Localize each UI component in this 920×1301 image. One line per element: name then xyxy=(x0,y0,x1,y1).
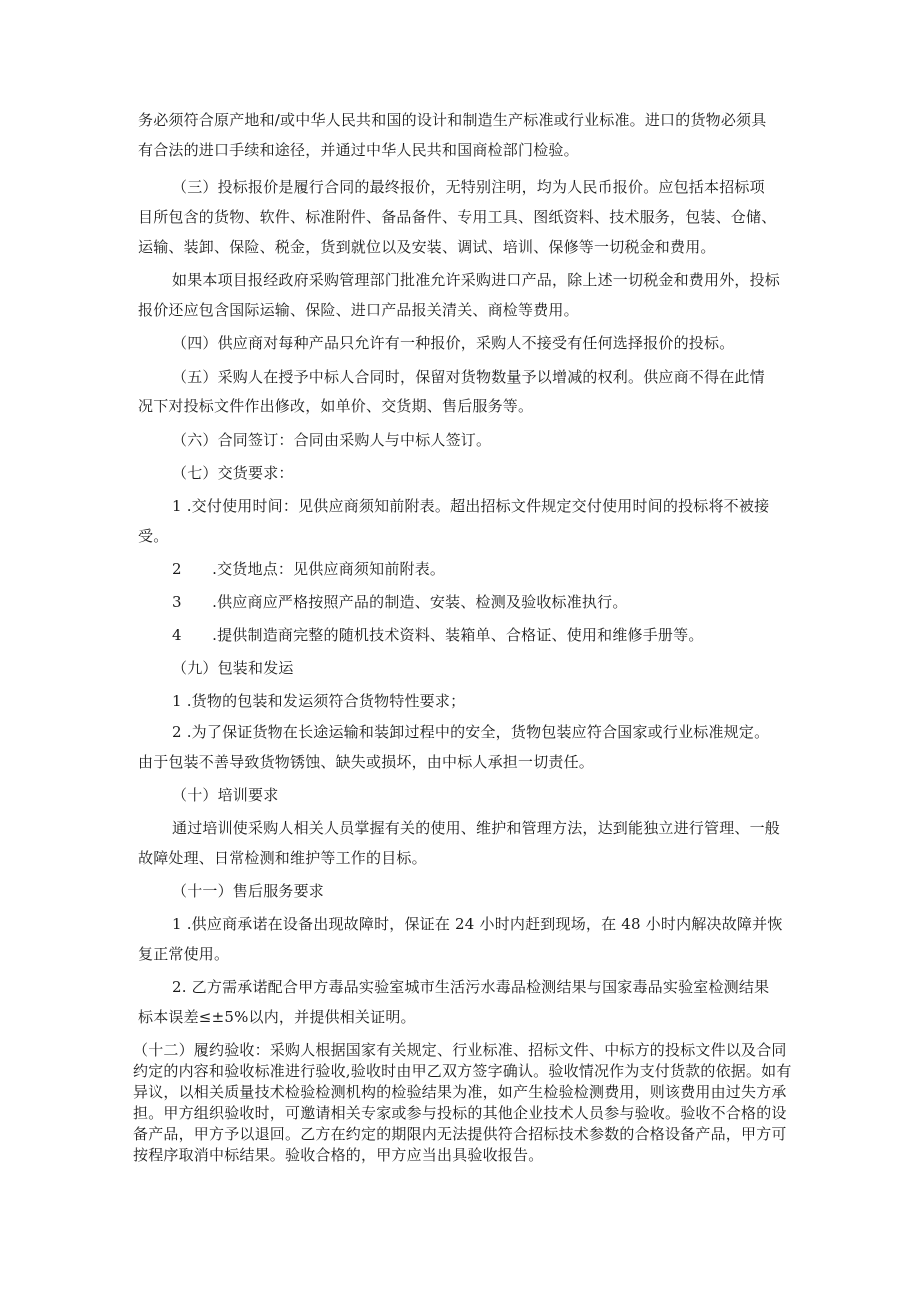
acceptance-paragraph: （十二）履约验收：采购人根据国家有关规定、行业标准、招标文件、中标方的投标文件以及合同约定的内容和验收标准进行验收,验收时由甲乙双方签字确认。验收情况作为支付货款的依据。如有异议，以相关质量技术检验检测机构的检验结果为准，如产生检验检测费用，则该费用由过失方承担。甲方组织验收时，可邀请相关专家或参与投标的其他企业技术人员参与验收。验收不合格的设备产品，甲方予以退回。乙方在约定的期限内无法提供符合招标技术参数的合格设备产品，甲方可按程序取消中标结果。验收合格的，甲方应当出具验收报告。 xyxy=(133,1041,792,1164)
text-line: 报价还应包含国际运输、保险、进口产品报关清关、商检等费用。 xyxy=(138,301,579,319)
text-line: 由于包装不善导致货物锈蚀、缺失或损坏，由中标人承担一切责任。 xyxy=(138,753,595,771)
text-line: （三）投标报价是履行合同的最终报价，无特别注明，均为人民币报价。应包括本招标项 xyxy=(172,178,765,196)
text-line: 4 .提供制造商完整的随机技术资料、装箱单、合格证、使用和维修手册等。 xyxy=(172,626,704,644)
text-line: （七）交货要求： xyxy=(172,464,294,482)
text-line: 受。 xyxy=(138,527,169,545)
text-line: 1 .供应商承诺在设备出现故障时，保证在 24 小时内赶到现场，在 48 小时内解决故障并恢 xyxy=(172,915,783,933)
text-line: （四）供应商对每种产品只允许有一种报价，采购人不接受有任何选择报价的投标。 xyxy=(172,334,735,352)
text-line: （六）合同签订：合同由采购人与中标人签订。 xyxy=(172,431,492,449)
text-line: 故障处理、日常检测和维护等工作的目标。 xyxy=(138,849,427,867)
text-line: 通过培训使采购人相关人员掌握有关的使用、维护和管理方法，达到能独立进行管理、一般 xyxy=(172,819,781,837)
text-line: 1 .交付使用时间：见供应商须知前附表。超出招标文件规定交付使用时间的投标将不被接 xyxy=(172,497,770,515)
text-line: 有合法的进口手续和途径，并通过中华人民共和国商检部门检验。 xyxy=(138,141,579,159)
text-line: （十一）售后服务要求 xyxy=(172,882,325,900)
text-line: （十）培训要求 xyxy=(172,786,279,804)
text-line: 运输、装卸、保险、税金，货到就位以及安装、调试、培训、保修等一切税金和费用。 xyxy=(138,238,716,256)
text-line: 务必须符合原产地和/或中华人民共和国的设计和制造生产标准或行业标准。进口的货物必须具 xyxy=(138,111,767,129)
text-line: 况下对投标文件作出修改，如单价、交货期、售后服务等。 xyxy=(138,397,534,415)
text-line: 2 .交货地点：见供应商须知前附表。 xyxy=(172,560,446,578)
text-line: 1 .货物的包装和发运须符合货物特性要求； xyxy=(172,692,466,710)
text-line: 标本误差≤±5%以内，并提供相关证明。 xyxy=(138,1008,416,1026)
text-line: 如果本项目报经政府采购管理部门批准允许采购进口产品，除上述一切税金和费用外，投标 xyxy=(172,271,781,289)
text-line: （五）采购人在授予中标人合同时，保留对货物数量予以增减的权利。供应商不得在此情 xyxy=(172,368,765,386)
text-line: （九）包装和发运 xyxy=(172,659,294,677)
text-line: 目所包含的货物、软件、标准附件、备品备件、专用工具、图纸资料、技术服务，包装、仓储、 xyxy=(138,208,777,226)
text-line: 复正常使用。 xyxy=(138,945,230,963)
text-line: 2. 乙方需承诺配合甲方毒品实验室城市生活污水毒品检测结果与国家毒品实验室检测结果 xyxy=(172,978,770,996)
text-line: 2 .为了保证货物在长途运输和装卸过程中的安全，货物包装应符合国家或行业标准规定。 xyxy=(172,723,770,741)
text-line: 3 .供应商应严格按照产品的制造、安装、检测及验收标准执行。 xyxy=(172,593,628,611)
